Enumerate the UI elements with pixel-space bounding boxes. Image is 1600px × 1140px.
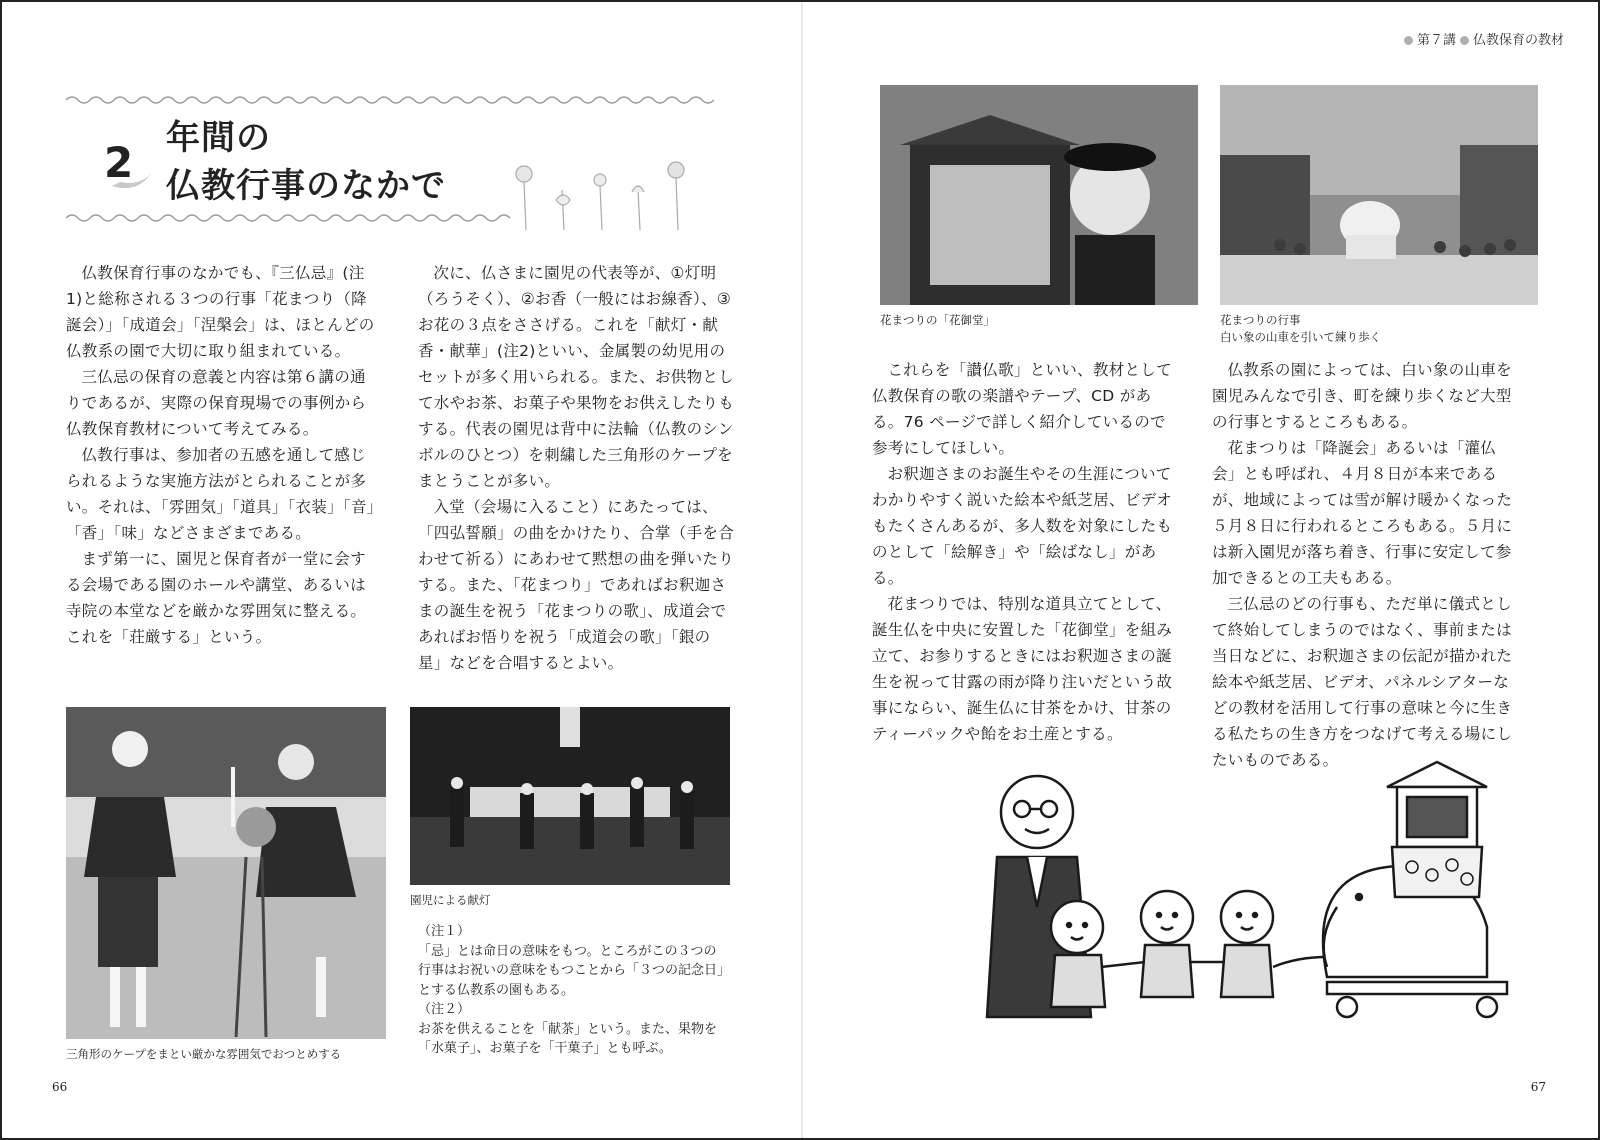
caption-elephant-float	[1220, 312, 1381, 346]
page-number-left: 66	[52, 1080, 68, 1094]
section-title-line2: 仏教行事のなかで	[166, 166, 446, 206]
photo-kento-stage	[410, 707, 730, 885]
caption-line: 花まつりの行事	[1220, 313, 1301, 327]
text-column-1	[66, 260, 378, 650]
photo-elephant-float	[1220, 85, 1538, 305]
caption-hanamido: 花まつりの「花御堂」	[880, 313, 995, 327]
paragraph: 仏教保育行事のなかでも、『三仏忌』(注1)と総称される３つの行事「花まつり（降誕会）」「成道会」「涅槃会」は、ほとんどの仏教系の園で大切に取り組まれている。	[66, 264, 375, 360]
caption-cape: 三角形のケープをまとい厳かな雰囲気でおつとめする	[66, 1047, 342, 1061]
paragraph: 仏教行事は、参加者の五感を通して感じられるような実施方法がとられることが多い。それは、「雰囲気」「道具」「衣装」「音」「香」「味」などさまざまである。	[66, 446, 375, 542]
section-title-line1: 年間の	[166, 118, 271, 158]
paragraph: 入堂（会場に入ること）にあたっては、「四弘誓願」の曲をかけたり、合掌（手を合わせて祈る）にあわせて黙想の曲を弾いたりする。また、「花まつり」であればお釈迦さまの誕生を祝う「花まつりの歌」、成道会であればお悟りを祝う「成道会の歌」「銀の星」などを合唱するとよい。	[418, 498, 735, 672]
topic-label: 仏教保育の教材	[1472, 33, 1564, 48]
photo-hanamido	[880, 85, 1198, 305]
section-title	[166, 114, 446, 210]
text-column-4	[1212, 357, 1517, 773]
paragraph: これらを「讃仏歌」といい、教材として仏教保育の歌の楽譜やテープ、CD がある。76 ページで詳しく紹介しているので参考にしてほしい。	[872, 361, 1172, 457]
illustration-elephant-parade	[967, 757, 1567, 1057]
paragraph: 三仏忌の保育の意義と内容は第６講の通りであるが、実際の保育現場での事例から仏教保育教材について考えてみる。	[66, 368, 367, 438]
text-column-2	[418, 260, 734, 676]
page-gutter	[801, 2, 803, 1138]
footnote-body: お茶を供えることを「献茶」という。また、果物を「水菓子」、お菓子を「干菓子」とも呼ぶ。	[418, 1021, 718, 1056]
footnotes	[418, 922, 728, 1059]
bullet-dot-icon	[1460, 36, 1469, 45]
page-number-right: 67	[1530, 1080, 1546, 1094]
paragraph: 次に、仏さまに園児の代表等が、①灯明（ろうそく）、②お香（一般にはお線香）、③お花の３点をささげる。これを「献灯・献香・献華」(注2)といい、金属製の幼児用のセットが多く用いられる。また、お供物として水やお茶、お菓子や果物をお供えしたりもする。代表の園児は背中に法輪（仏教のシンボルのひとつ）を刺繍した三角形のケープをまとうことが多い。	[418, 264, 735, 490]
paragraph: まず第一に、園児と保育者が一堂に会する会場である園のホールや講堂、あるいは寺院の本堂などを厳かな雰囲気に整える。これを「荘厳する」という。	[66, 550, 367, 646]
caption-line: 白い象の山車を引いて練り歩く	[1220, 330, 1381, 344]
bullet-dot-icon	[1404, 36, 1413, 45]
footnote-body: 「忌」とは命日の意味をもつ。ところがこの３つの行事はお祝いの意味をもつことから「３つの記念日」とする仏教系の園もある。	[418, 943, 724, 998]
caption-kento: 園児による献灯	[410, 893, 491, 907]
paragraph: 花まつりは「降誕会」あるいは「灌仏会」とも呼ばれ、４月８日が本来であるが、地域によっては雪が解け暖かくなった５月８日に行われるところもある。５月には新入園児が落ち着き、行事に安定して参加できるとの工夫もある。	[1212, 439, 1513, 587]
flowers-illustration	[510, 160, 710, 232]
section-number	[98, 136, 154, 192]
section-number-text: 2	[104, 138, 134, 187]
lecture-label: 第７講	[1416, 33, 1456, 48]
paragraph: お釈迦さまのお誕生やその生涯についてわかりやすく説いた絵本や紙芝居、ビデオもたくさんあるが、多人数を対象にしたものとして「絵解き」や「絵ばなし」がある。	[872, 465, 1173, 587]
running-header	[1400, 29, 1564, 48]
paragraph: 花まつりでは、特別な道具立てとして、誕生仏を中央に安置した「花御堂」を組み立て、お参りするときにはお釈迦さまの誕生を祝って甘露の雨が降り注いだという故事にならい、誕生仏に甘茶をかけ、甘茶のティーパックや飴をお土産とする。	[872, 595, 1173, 743]
paragraph: 仏教系の園によっては、白い象の山車を園児みんなで引き、町を練り歩くなど大型の行事とするところもある。	[1212, 361, 1512, 431]
wavy-rule-bottom	[66, 212, 516, 224]
text-column-3	[872, 357, 1177, 747]
footnote-heading: （注１）	[418, 924, 471, 939]
wavy-rule-top	[66, 94, 716, 106]
paragraph: 三仏忌のどの行事も、ただ単に儀式として終始してしまうのではなく、事前または当日などに、お釈迦さまの伝記が描かれた絵本や紙芝居、ビデオ、パネルシアターなどの教材を活用して行事の意味と今に生きる私たちの生き方をつなげて考える場にしたいものである。	[1212, 595, 1513, 769]
footnote-heading: （注２）	[418, 1002, 471, 1017]
photo-cape-children	[66, 707, 386, 1039]
